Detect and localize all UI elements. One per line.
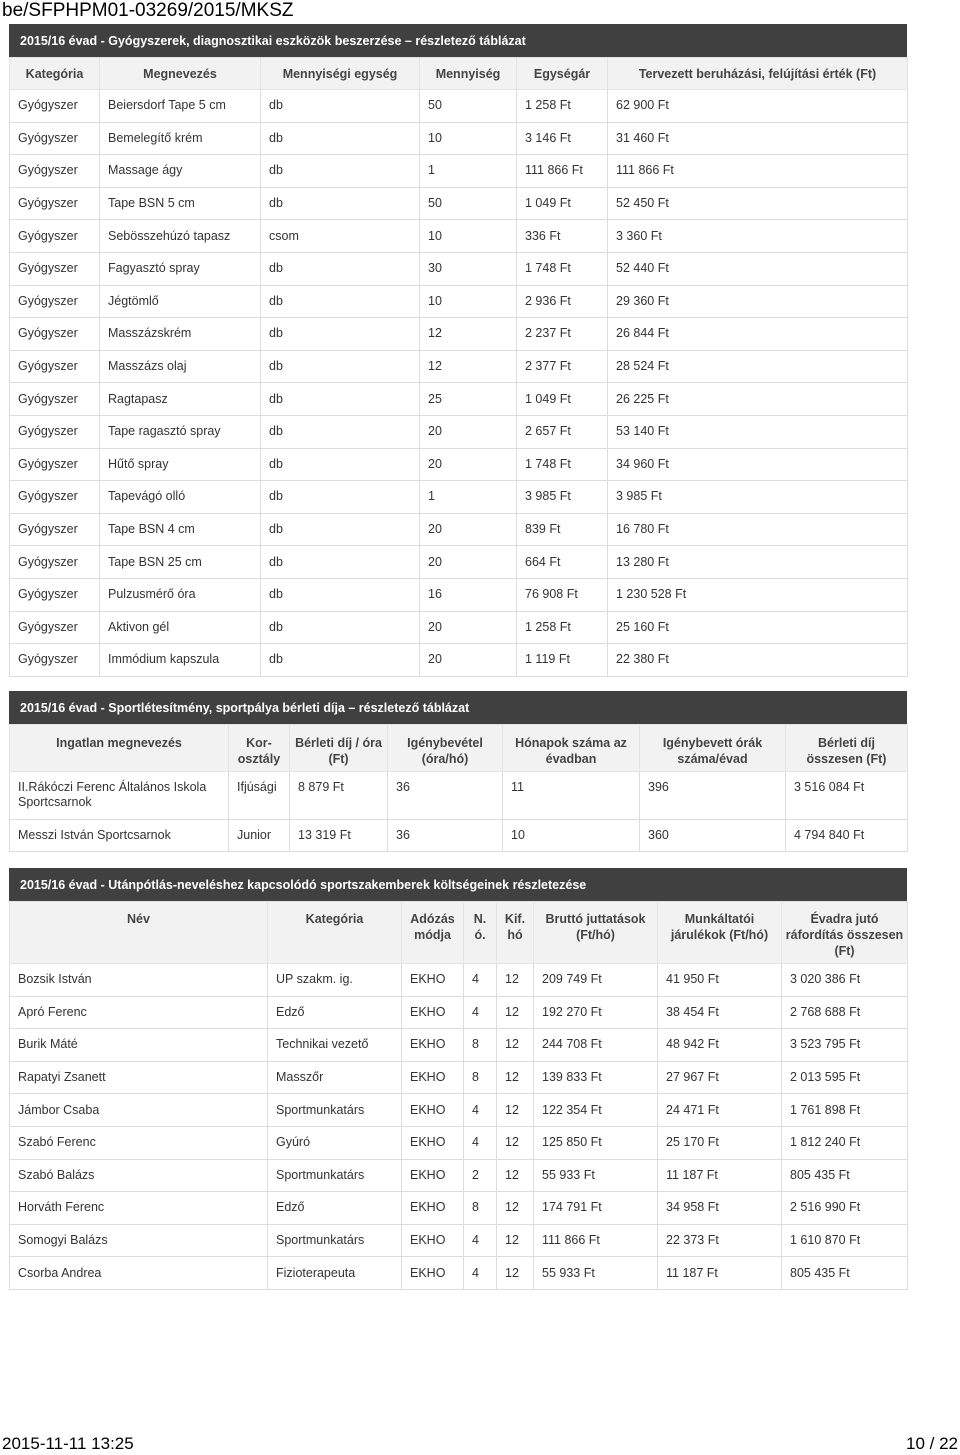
- header-row: [10, 725, 908, 772]
- table-row: [10, 285, 908, 318]
- table-cell: 36: [388, 772, 503, 820]
- table-cell: 805 435 Ft: [782, 1159, 908, 1192]
- table-cell: Sportmunkatárs: [268, 1224, 402, 1257]
- table-cell: EKHO: [402, 964, 464, 997]
- table-cell: 34 960 Ft: [608, 448, 908, 481]
- table-row: [10, 772, 908, 820]
- table-cell: Gyógyszer: [10, 448, 100, 481]
- table-cell: 20: [420, 415, 517, 448]
- table-cell: Junior: [229, 820, 290, 852]
- table-row: [10, 964, 908, 997]
- table-cell: Sportmunkatárs: [268, 1159, 402, 1192]
- table-cell: 26 225 Ft: [608, 383, 908, 416]
- column-header: Kif. hó: [497, 902, 534, 964]
- table-row: [10, 1224, 908, 1257]
- table-cell: 20: [420, 644, 517, 677]
- table-cell: 3 020 386 Ft: [782, 964, 908, 997]
- column-header: Kor-osztály: [229, 725, 290, 772]
- table-cell: 2: [464, 1159, 497, 1192]
- table-row: [10, 644, 908, 677]
- table-cell: 10: [420, 122, 517, 155]
- table-row: [10, 318, 908, 351]
- table-cell: 27 967 Ft: [658, 1061, 782, 1094]
- table-cell: db: [261, 546, 420, 579]
- table-cell: 1 258 Ft: [517, 90, 608, 123]
- table-cell: 28 524 Ft: [608, 350, 908, 383]
- table-row: [10, 383, 908, 416]
- table-cell: Gyógyszer: [10, 481, 100, 514]
- table-row: [10, 350, 908, 383]
- table-cell: 36: [388, 820, 503, 852]
- table-cell: db: [261, 448, 420, 481]
- table-cell: 1 119 Ft: [517, 644, 608, 677]
- facility-table-title: 2015/16 évad - Sportlétesítmény, sportpálya bérleti díja – részletező táblázat: [9, 691, 907, 724]
- table-cell: Fizioterapeuta: [268, 1257, 402, 1290]
- table-cell: 34 958 Ft: [658, 1192, 782, 1225]
- table-cell: Masszázskrém: [100, 318, 261, 351]
- table-cell: Masszázs olaj: [100, 350, 261, 383]
- table-cell: Gyógyszer: [10, 187, 100, 220]
- table-row: [10, 1061, 908, 1094]
- column-header: Ingatlan megnevezés: [10, 725, 229, 772]
- table-cell: 76 908 Ft: [517, 578, 608, 611]
- table-cell: 11 187 Ft: [658, 1257, 782, 1290]
- table-cell: Szabó Ferenc: [10, 1126, 268, 1159]
- table-cell: Jégtömlő: [100, 285, 261, 318]
- table-cell: 11: [503, 772, 640, 820]
- table-cell: Somogyi Balázs: [10, 1224, 268, 1257]
- table-cell: 50: [420, 187, 517, 220]
- table-row: [10, 513, 908, 546]
- table-cell: 4: [464, 1094, 497, 1127]
- table-cell: 13 280 Ft: [608, 546, 908, 579]
- table-cell: 3 146 Ft: [517, 122, 608, 155]
- table-cell: 2 013 595 Ft: [782, 1061, 908, 1094]
- table-cell: 31 460 Ft: [608, 122, 908, 155]
- table-cell: Horváth Ferenc: [10, 1192, 268, 1225]
- table-cell: EKHO: [402, 1029, 464, 1062]
- table-cell: Aktivon gél: [100, 611, 261, 644]
- table-cell: Gyógyszer: [10, 155, 100, 188]
- table-cell: Gyógyszer: [10, 285, 100, 318]
- table-cell: Edző: [268, 1192, 402, 1225]
- table-cell: 209 749 Ft: [534, 964, 658, 997]
- table-cell: Gyógyszer: [10, 415, 100, 448]
- table-cell: 53 140 Ft: [608, 415, 908, 448]
- table-cell: 1 610 870 Ft: [782, 1224, 908, 1257]
- table-cell: 2 237 Ft: [517, 318, 608, 351]
- table-cell: 360: [640, 820, 786, 852]
- table-cell: 22 373 Ft: [658, 1224, 782, 1257]
- table-cell: 22 380 Ft: [608, 644, 908, 677]
- table-cell: 25 170 Ft: [658, 1126, 782, 1159]
- staff-section: [9, 868, 907, 1290]
- table-cell: II.Rákóczi Ferenc Általános Iskola Sportcsarnok: [10, 772, 229, 820]
- column-header: Igénybevétel (óra/hó): [388, 725, 503, 772]
- table-cell: 12: [497, 1126, 534, 1159]
- table-cell: EKHO: [402, 1126, 464, 1159]
- medicine-table-title: 2015/16 évad - Gyógyszerek, diagnosztikai eszközök beszerzése – részletező táblázat: [9, 24, 907, 57]
- table-cell: Burik Máté: [10, 1029, 268, 1062]
- header-row: [10, 58, 908, 90]
- column-header: Egységár: [517, 58, 608, 90]
- column-header: Évadra jutó ráfordítás összesen (Ft): [782, 902, 908, 964]
- table-cell: 55 933 Ft: [534, 1159, 658, 1192]
- table-cell: 20: [420, 546, 517, 579]
- table-cell: Tape BSN 5 cm: [100, 187, 261, 220]
- table-cell: 25: [420, 383, 517, 416]
- table-cell: 3 985 Ft: [517, 481, 608, 514]
- table-cell: Tape ragasztó spray: [100, 415, 261, 448]
- table-row: [10, 1094, 908, 1127]
- table-cell: 20: [420, 513, 517, 546]
- table-cell: 244 708 Ft: [534, 1029, 658, 1062]
- column-header: Bérleti díj / óra (Ft): [290, 725, 388, 772]
- table-cell: 62 900 Ft: [608, 90, 908, 123]
- column-header: Mennyiség: [420, 58, 517, 90]
- column-header: Munkáltatói járulékok (Ft/hó): [658, 902, 782, 964]
- column-header: N. ó.: [464, 902, 497, 964]
- table-cell: Edző: [268, 996, 402, 1029]
- table-cell: Szabó Balázs: [10, 1159, 268, 1192]
- table-cell: 20: [420, 448, 517, 481]
- table-cell: 52 440 Ft: [608, 252, 908, 285]
- table-row: [10, 1192, 908, 1225]
- column-header: Megnevezés: [100, 58, 261, 90]
- table-cell: 12: [497, 1094, 534, 1127]
- table-cell: 1: [420, 481, 517, 514]
- table-cell: Bemelegítő krém: [100, 122, 261, 155]
- table-cell: 12: [497, 1029, 534, 1062]
- table-cell: 1 761 898 Ft: [782, 1094, 908, 1127]
- table-cell: db: [261, 122, 420, 155]
- table-cell: 111 866 Ft: [608, 155, 908, 188]
- table-cell: db: [261, 578, 420, 611]
- footer-timestamp: 2015-11-11 13:25: [2, 1434, 134, 1453]
- table-cell: 336 Ft: [517, 220, 608, 253]
- table-cell: 8: [464, 1192, 497, 1225]
- table-cell: UP szakm. ig.: [268, 964, 402, 997]
- medicine-section: [9, 24, 907, 677]
- table-cell: Immódium kapszula: [100, 644, 261, 677]
- table-cell: 12: [497, 1257, 534, 1290]
- table-cell: 16: [420, 578, 517, 611]
- table-cell: 29 360 Ft: [608, 285, 908, 318]
- table-cell: 111 866 Ft: [517, 155, 608, 188]
- table-cell: Ifjúsági: [229, 772, 290, 820]
- table-cell: 38 454 Ft: [658, 996, 782, 1029]
- table-cell: db: [261, 513, 420, 546]
- table-cell: Apró Ferenc: [10, 996, 268, 1029]
- table-cell: Fagyasztó spray: [100, 252, 261, 285]
- table-row: [10, 611, 908, 644]
- table-cell: 3 516 084 Ft: [786, 772, 908, 820]
- table-row: [10, 187, 908, 220]
- table-cell: EKHO: [402, 1094, 464, 1127]
- staff-table-title: 2015/16 évad - Utánpótlás-neveléshez kapcsolódó sportszakemberek költségeinek részletezése: [9, 868, 907, 901]
- table-row: [10, 155, 908, 188]
- table-row: [10, 546, 908, 579]
- table-cell: Gyógyszer: [10, 90, 100, 123]
- column-header: Kategória: [10, 58, 100, 90]
- table-cell: 1 258 Ft: [517, 611, 608, 644]
- table-cell: 4: [464, 964, 497, 997]
- table-cell: EKHO: [402, 1061, 464, 1094]
- table-cell: db: [261, 285, 420, 318]
- table-cell: 12: [497, 964, 534, 997]
- table-cell: Jámbor Csaba: [10, 1094, 268, 1127]
- table-cell: Hűtő spray: [100, 448, 261, 481]
- table-cell: Tapevágó olló: [100, 481, 261, 514]
- table-cell: 12: [497, 1159, 534, 1192]
- table-cell: 4: [464, 996, 497, 1029]
- table-cell: Gyógyszer: [10, 350, 100, 383]
- document-id: be/SFPHPM01-03269/2015/MKSZ: [2, 0, 294, 21]
- table-cell: db: [261, 383, 420, 416]
- table-cell: 52 450 Ft: [608, 187, 908, 220]
- table-cell: 41 950 Ft: [658, 964, 782, 997]
- table-cell: Rapatyi Zsanett: [10, 1061, 268, 1094]
- table-cell: db: [261, 187, 420, 220]
- table-cell: 12: [497, 1224, 534, 1257]
- table-cell: 12: [420, 318, 517, 351]
- table-cell: Sportmunkatárs: [268, 1094, 402, 1127]
- table-cell: 1 049 Ft: [517, 383, 608, 416]
- table-row: [10, 252, 908, 285]
- table-cell: 12: [497, 1192, 534, 1225]
- table-cell: Masszőr: [268, 1061, 402, 1094]
- table-row: [10, 578, 908, 611]
- table-cell: csom: [261, 220, 420, 253]
- table-cell: 55 933 Ft: [534, 1257, 658, 1290]
- table-cell: 12: [420, 350, 517, 383]
- column-header: Bérleti díj összesen (Ft): [786, 725, 908, 772]
- table-cell: 4: [464, 1224, 497, 1257]
- table-cell: db: [261, 415, 420, 448]
- table-cell: db: [261, 350, 420, 383]
- table-cell: 125 850 Ft: [534, 1126, 658, 1159]
- table-cell: Messzi István Sportcsarnok: [10, 820, 229, 852]
- table-cell: 3 985 Ft: [608, 481, 908, 514]
- facility-table: [9, 724, 908, 852]
- table-cell: Gyógyszer: [10, 252, 100, 285]
- table-cell: Gyógyszer: [10, 383, 100, 416]
- table-row: [10, 90, 908, 123]
- table-row: [10, 448, 908, 481]
- table-cell: EKHO: [402, 996, 464, 1029]
- table-cell: 8 879 Ft: [290, 772, 388, 820]
- table-cell: 664 Ft: [517, 546, 608, 579]
- table-cell: Gyógyszer: [10, 578, 100, 611]
- table-cell: Gyógyszer: [10, 220, 100, 253]
- table-cell: 396: [640, 772, 786, 820]
- table-cell: 111 866 Ft: [534, 1224, 658, 1257]
- table-cell: Gyógyszer: [10, 513, 100, 546]
- table-cell: 174 791 Ft: [534, 1192, 658, 1225]
- table-cell: 2 936 Ft: [517, 285, 608, 318]
- table-cell: 13 319 Ft: [290, 820, 388, 852]
- table-cell: 1 230 528 Ft: [608, 578, 908, 611]
- table-cell: 24 471 Ft: [658, 1094, 782, 1127]
- table-cell: 10: [420, 220, 517, 253]
- table-row: [10, 122, 908, 155]
- table-cell: 20: [420, 611, 517, 644]
- column-header: Hónapok száma az évadban: [503, 725, 640, 772]
- column-header: Bruttó juttatások (Ft/hó): [534, 902, 658, 964]
- table-row: [10, 481, 908, 514]
- table-cell: Tape BSN 25 cm: [100, 546, 261, 579]
- column-header: Név: [10, 902, 268, 964]
- table-cell: 16 780 Ft: [608, 513, 908, 546]
- table-cell: 139 833 Ft: [534, 1061, 658, 1094]
- table-row: [10, 1159, 908, 1192]
- column-header: Adózás módja: [402, 902, 464, 964]
- table-cell: 2 768 688 Ft: [782, 996, 908, 1029]
- table-cell: Gyógyszer: [10, 546, 100, 579]
- table-row: [10, 996, 908, 1029]
- table-cell: 10: [503, 820, 640, 852]
- table-cell: EKHO: [402, 1159, 464, 1192]
- table-cell: Gyógyszer: [10, 644, 100, 677]
- table-cell: Massage ágy: [100, 155, 261, 188]
- table-cell: 25 160 Ft: [608, 611, 908, 644]
- column-header: Igénybevett órák száma/évad: [640, 725, 786, 772]
- table-cell: Gyógyszer: [10, 611, 100, 644]
- table-cell: db: [261, 252, 420, 285]
- column-header: Mennyiségi egység: [261, 58, 420, 90]
- table-cell: db: [261, 318, 420, 351]
- table-cell: Beiersdorf Tape 5 cm: [100, 90, 261, 123]
- facility-section: [9, 691, 907, 852]
- table-row: [10, 1257, 908, 1290]
- table-cell: 192 270 Ft: [534, 996, 658, 1029]
- table-cell: db: [261, 481, 420, 514]
- table-cell: Sebösszehúzó tapasz: [100, 220, 261, 253]
- table-cell: 1 748 Ft: [517, 448, 608, 481]
- table-cell: 805 435 Ft: [782, 1257, 908, 1290]
- table-cell: 8: [464, 1029, 497, 1062]
- table-cell: Pulzusmérő óra: [100, 578, 261, 611]
- table-cell: 2 377 Ft: [517, 350, 608, 383]
- table-cell: Ragtapasz: [100, 383, 261, 416]
- medicine-table: [9, 57, 908, 677]
- table-cell: 1: [420, 155, 517, 188]
- table-cell: Gyógyszer: [10, 122, 100, 155]
- table-cell: 50: [420, 90, 517, 123]
- table-cell: Bozsik István: [10, 964, 268, 997]
- table-cell: 839 Ft: [517, 513, 608, 546]
- table-cell: Technikai vezető: [268, 1029, 402, 1062]
- table-cell: 2 657 Ft: [517, 415, 608, 448]
- table-cell: 4: [464, 1126, 497, 1159]
- table-row: [10, 1029, 908, 1062]
- table-cell: Csorba Andrea: [10, 1257, 268, 1290]
- table-cell: EKHO: [402, 1192, 464, 1225]
- table-cell: 4 794 840 Ft: [786, 820, 908, 852]
- page-number: 10 / 22: [906, 1434, 958, 1453]
- column-header: Tervezett beruházási, felújítási érték (Ft): [608, 58, 908, 90]
- header-row: [10, 902, 908, 964]
- table-cell: EKHO: [402, 1224, 464, 1257]
- table-cell: 48 942 Ft: [658, 1029, 782, 1062]
- table-cell: db: [261, 644, 420, 677]
- column-header: Kategória: [268, 902, 402, 964]
- table-cell: 1 812 240 Ft: [782, 1126, 908, 1159]
- table-cell: 1 049 Ft: [517, 187, 608, 220]
- table-row: [10, 820, 908, 852]
- table-cell: Gyúró: [268, 1126, 402, 1159]
- table-cell: 2 516 990 Ft: [782, 1192, 908, 1225]
- table-row: [10, 415, 908, 448]
- table-cell: db: [261, 611, 420, 644]
- table-cell: 1 748 Ft: [517, 252, 608, 285]
- table-cell: 26 844 Ft: [608, 318, 908, 351]
- table-cell: db: [261, 90, 420, 123]
- table-cell: 12: [497, 996, 534, 1029]
- table-cell: 3 523 795 Ft: [782, 1029, 908, 1062]
- table-cell: 3 360 Ft: [608, 220, 908, 253]
- table-cell: 12: [497, 1061, 534, 1094]
- table-row: [10, 1126, 908, 1159]
- table-cell: Tape BSN 4 cm: [100, 513, 261, 546]
- table-cell: 122 354 Ft: [534, 1094, 658, 1127]
- staff-table: [9, 901, 908, 1290]
- table-cell: Gyógyszer: [10, 318, 100, 351]
- table-cell: 30: [420, 252, 517, 285]
- table-cell: 10: [420, 285, 517, 318]
- table-cell: db: [261, 155, 420, 188]
- table-cell: EKHO: [402, 1257, 464, 1290]
- table-cell: 11 187 Ft: [658, 1159, 782, 1192]
- table-cell: 8: [464, 1061, 497, 1094]
- table-row: [10, 220, 908, 253]
- table-cell: 4: [464, 1257, 497, 1290]
